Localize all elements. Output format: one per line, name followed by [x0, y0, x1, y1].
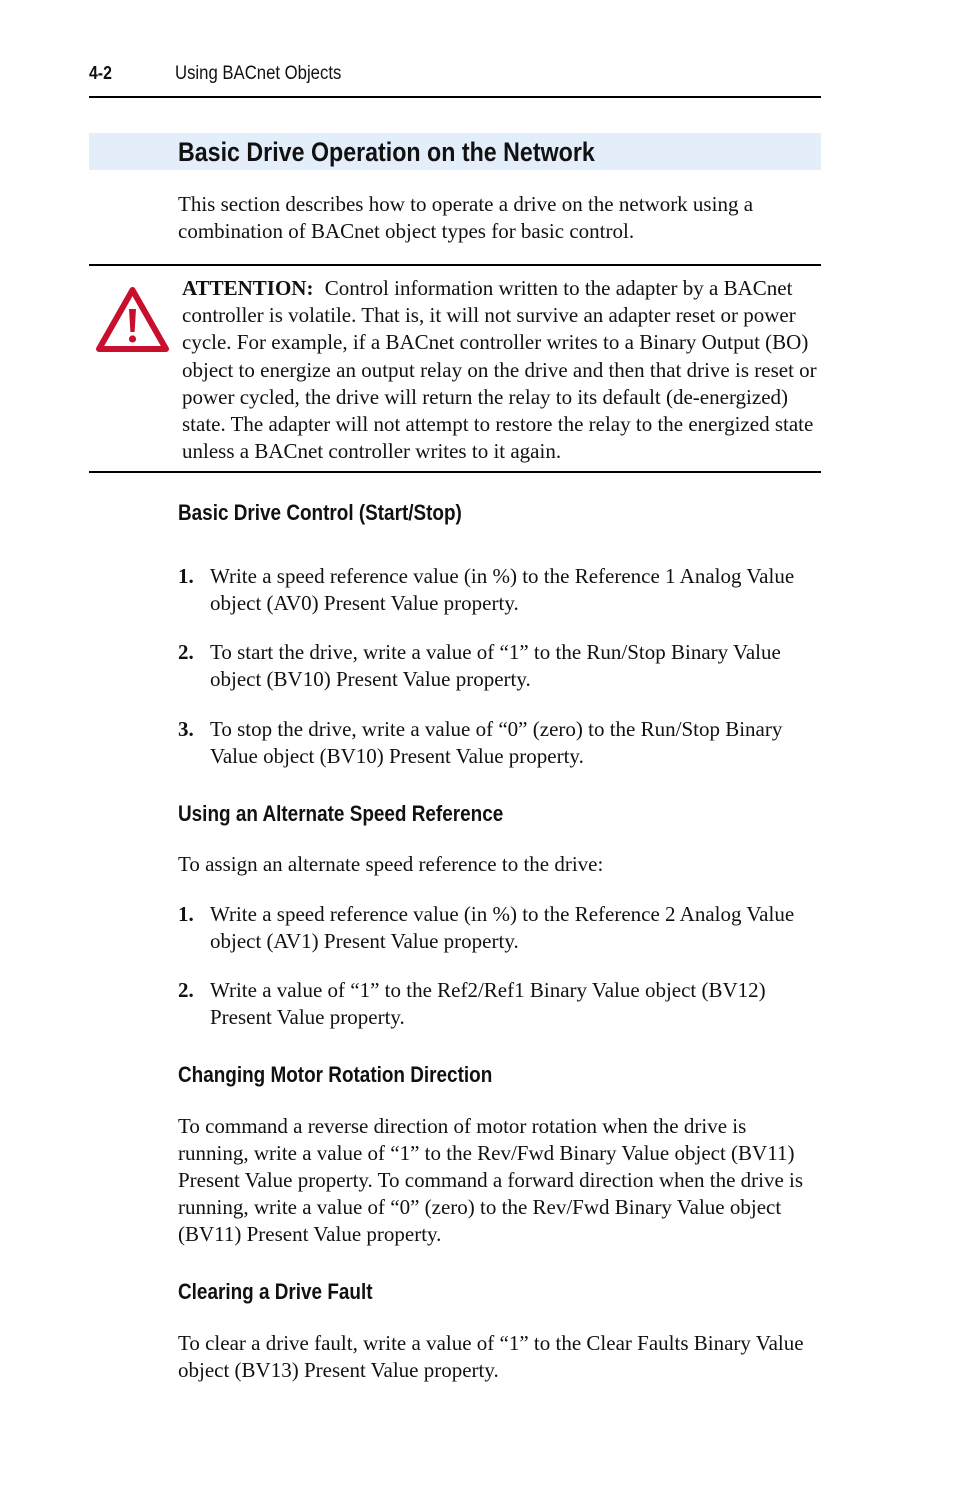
step-text: Write a speed reference value (in %) to the Reference 1 Analog Value object (AV0) Present Value property. — [210, 564, 795, 615]
subsection-title-alt-speed: Using an Alternate Speed Reference — [178, 801, 504, 826]
section-intro: This section describes how to operate a drive on the network using a combination of BACnet object types for basic control. — [178, 192, 754, 243]
page-number: 4-2 — [89, 63, 112, 83]
step-number: 2. — [178, 978, 194, 1002]
step-number: 3. — [178, 717, 194, 741]
subsection-title-rotation: Changing Motor Rotation Direction — [178, 1062, 493, 1087]
step-number: 2. — [178, 640, 194, 664]
list-item — [178, 977, 820, 1031]
page-header — [89, 60, 821, 98]
list-item — [178, 563, 820, 617]
running-title: Using BACnet Objects — [175, 63, 342, 84]
attention-text-block — [182, 275, 822, 465]
attention-body: Control information written to the adapter by a BACnet controller is volatile. That is, it will not survive an adapter reset or power cycle. For example, if a BACnet controller writes to a Binary Output (BO) object to energize an output relay on the drive and then that drive is reset or power cycled, the drive will return the relay to its default (de-energized) state. The adapter will not attempt to restore the relay to the energized state unless a BACnet controller writes to it again. — [182, 276, 817, 464]
fault-text: To clear a drive fault, write a value of “1” to the Clear Faults Binary Value object (BV13) Present Value property. — [178, 1331, 804, 1382]
warning-triangle-icon — [96, 287, 169, 353]
list-item — [178, 639, 820, 693]
alt-speed-intro: To assign an alternate speed reference to the drive: — [178, 852, 604, 876]
step-number: 1. — [178, 564, 194, 588]
step-number: 1. — [178, 902, 194, 926]
step-text: To stop the drive, write a value of “0” (zero) to the Run/Stop Binary Value object (BV10) Present Value property. — [210, 717, 783, 768]
attention-notice — [89, 264, 821, 473]
rotation-text: To command a reverse direction of motor rotation when the drive is running, write a value of “1” to the Rev/Fwd Binary Value object (BV11) Present Value property. To command a forward direction when the drive is running, write a value of “0” (zero) to the Rev/Fwd Binary Value object (BV11) Present Value property. — [178, 1114, 804, 1246]
list-item — [178, 716, 820, 770]
attention-label: ATTENTION: — [182, 276, 314, 300]
step-text: To start the drive, write a value of “1” to the Run/Stop Binary Value object (BV10) Present Value property. — [210, 640, 781, 691]
step-text: Write a speed reference value (in %) to the Reference 2 Analog Value object (AV1) Present Value property. — [210, 902, 795, 953]
section-title: Basic Drive Operation on the Network — [178, 137, 595, 167]
list-item — [178, 901, 820, 955]
step-text: Write a value of “1” to the Ref2/Ref1 Binary Value object (BV12) Present Value property. — [210, 978, 766, 1029]
subsection-title-fault: Clearing a Drive Fault — [178, 1279, 373, 1304]
subsection-title-basic-control: Basic Drive Control (Start/Stop) — [178, 500, 462, 525]
section-title-bar — [89, 133, 821, 170]
